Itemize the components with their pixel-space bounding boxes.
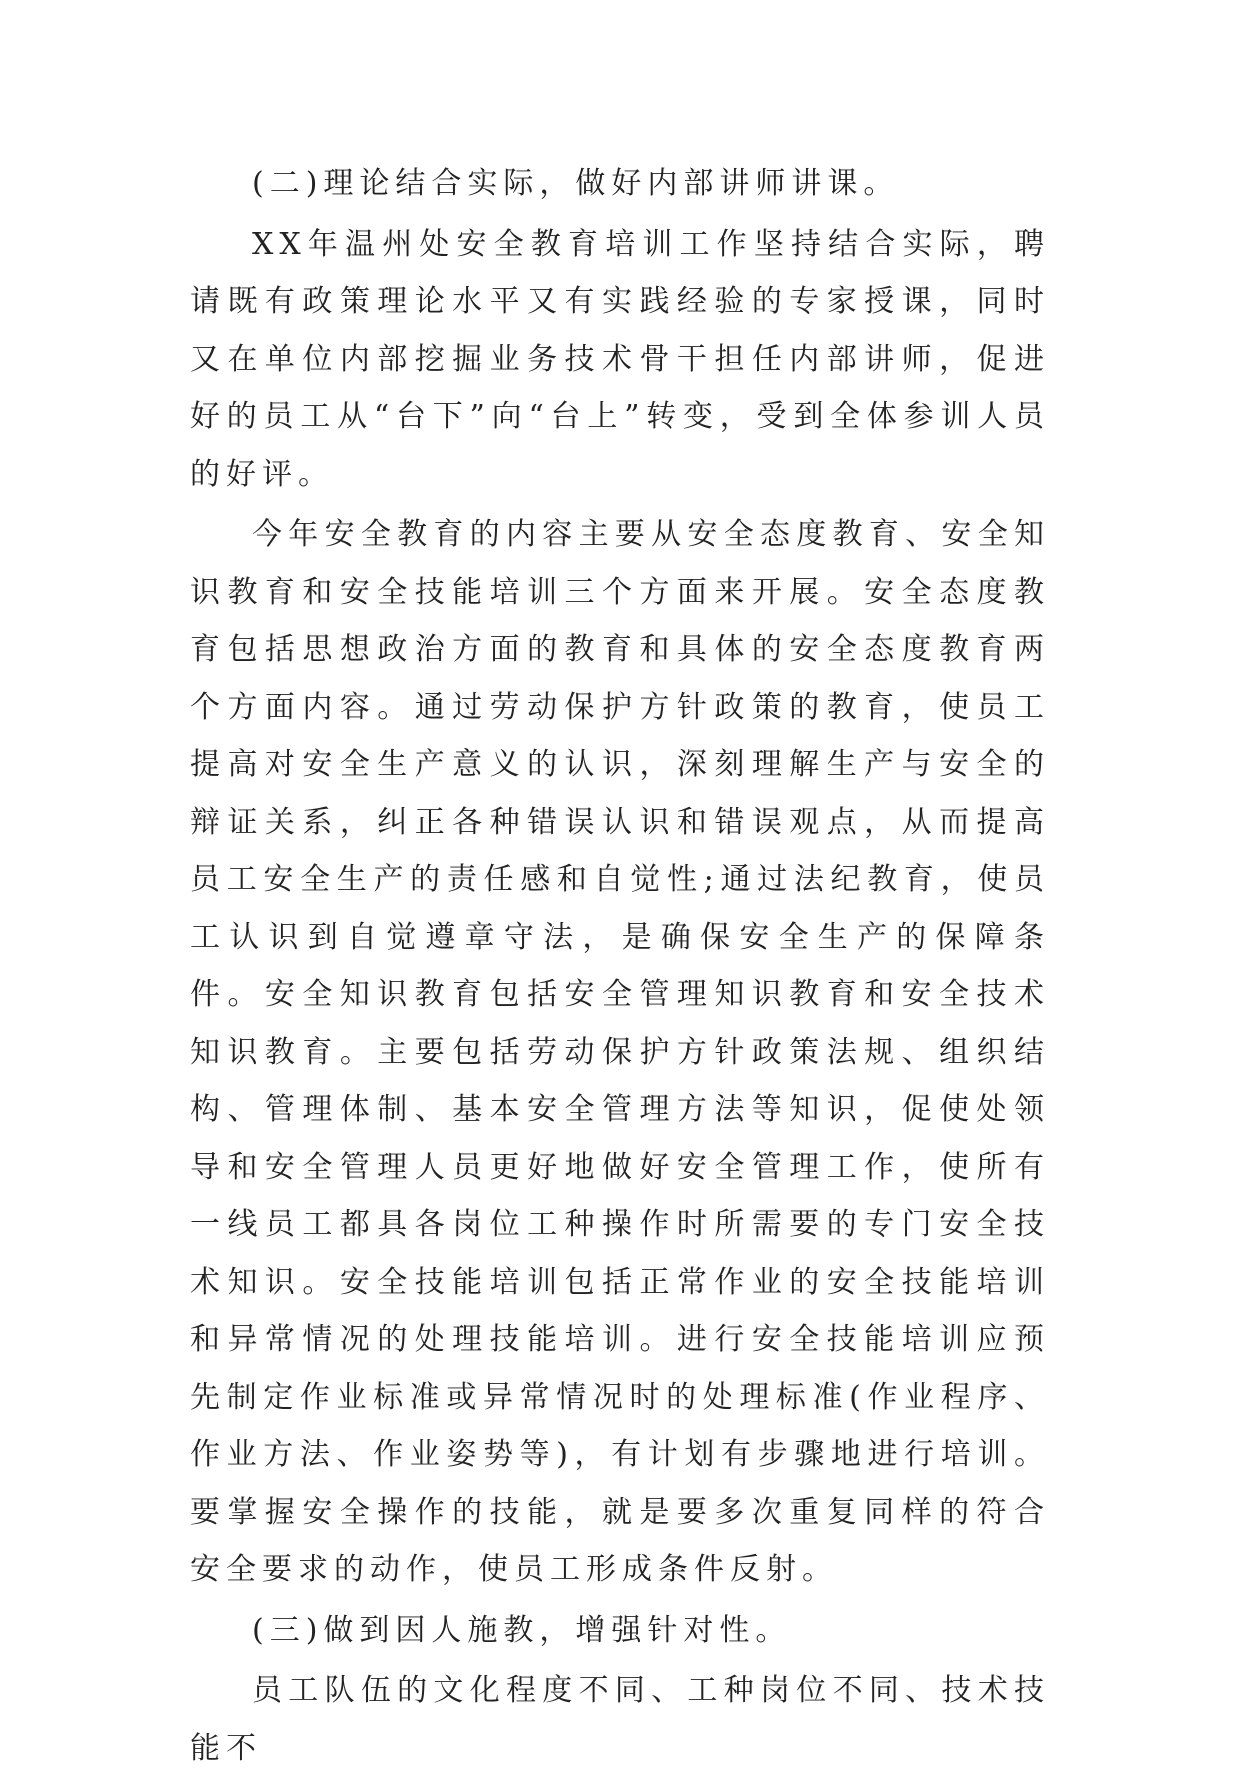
- paragraph-lecturers: XX年温州处安全教育培训工作坚持结合实际，聘请既有政策理论水平又有实践经验的专家授课，同时又在单位内部挖掘业务技术骨干担任内部讲师，促进好的员工从“台下”向“台上”转变，受到全体参训人员的好评。: [190, 226, 1050, 492]
- section-heading-3: (三)做到因人施教，增强针对性。: [252, 1612, 792, 1648]
- paragraph-staff-differences: 员工队伍的文化程度不同、工种岗位不同、技术技能不: [190, 1673, 1050, 1766]
- paragraph-education-content: 今年安全教育的内容主要从安全态度教育、安全知识教育和安全技能培训三个方面来开展。安全态度教育包括思想政治方面的教育和具体的安全态度教育两个方面内容。通过劳动保护方针政策的教育，使员工提高对安全生产意义的认识，深刻理解生产与安全的辩证关系，纠正各种错误认识和错误观点，从而提高员工安全生产的责任感和自觉性;通过法纪教育，使员工认识到自觉遵章守法，是确保安全生产的保障条件。安全知识教育包括安全管理知识教育和安全技术知识教育。主要包括劳动保护方针政策法规、组织结构、管理体制、基本安全管理方法等知识，促使处领导和安全管理人员更好地做好安全管理工作，使所有一线员工都具各岗位工种操作时所需要的专门安全技术知识。安全技能培训包括正常作业的安全技能培训和异常情况的处理技能培训。进行安全技能培训应预先制定作业标准或异常情况时的处理标准(作业程序、作业方法、作业姿势等)，有计划有步骤地进行培训。要掌握安全操作的技能，就是要多次重复同样的符合安全要求的动作，使员工形成条件反射。: [190, 517, 1050, 1587]
- section-heading-2: (二)理论结合实际，做好内部讲师讲课。: [252, 166, 900, 201]
- document-body: [190, 155, 1050, 1780]
